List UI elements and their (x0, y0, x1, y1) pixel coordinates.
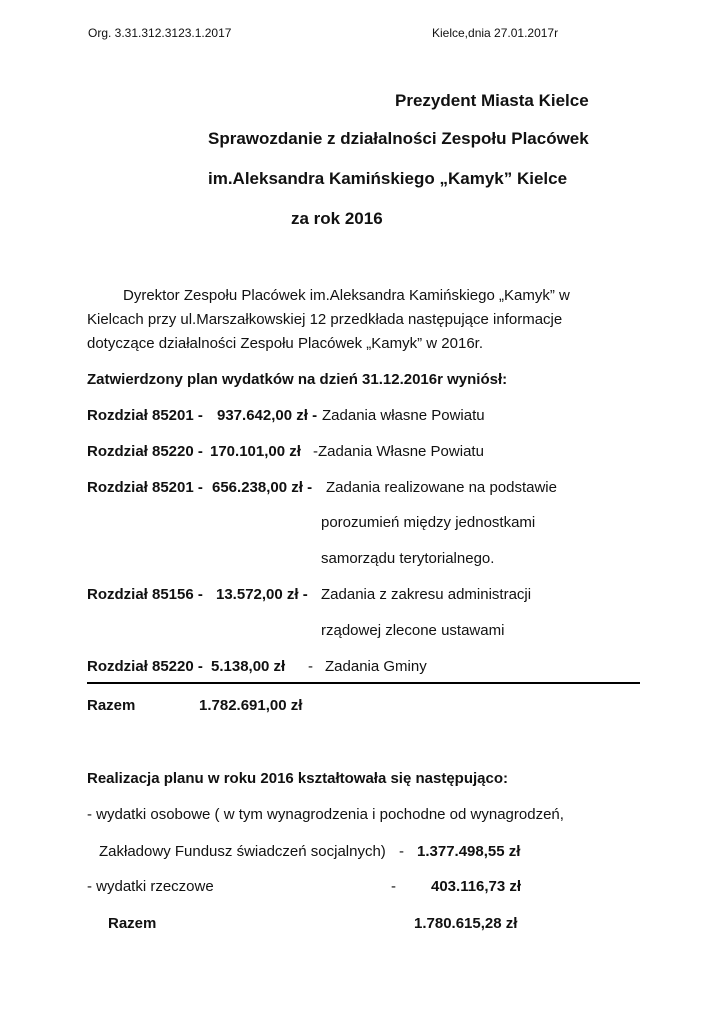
place-and-date: Kielce,dnia 27.01.2017r (432, 26, 559, 40)
realization-total-value: 1.780.615,28 zł (414, 915, 518, 932)
realization-item-material-row (87, 878, 525, 898)
plan-row-separator: - (308, 658, 313, 675)
plan-row-description: Zadania realizowane na podstawie (326, 479, 557, 496)
plan-heading: Zatwierdzony plan wydatków na dzień 31.12.2016r wyniósł: (87, 371, 508, 388)
plan-row-amount: 5.138,00 zł (211, 658, 286, 675)
realization-item-dash: - (399, 843, 404, 860)
plan-total-value: 1.782.691,00 zł (199, 697, 303, 714)
plan-row-description: Zadania Gminy (325, 658, 427, 675)
intro-line-3: dotyczące działalności Zespołu Placówek „Kamyk” w 2016r. (87, 335, 484, 352)
plan-row-description-cont: samorządu terytorialnego. (321, 550, 495, 567)
report-title-line-1: Sprawozdanie z działalności Zespołu Placówek (208, 129, 589, 148)
plan-row-amount: 656.238,00 zł - (212, 479, 313, 496)
addressee: Prezydent Miasta Kielce (395, 91, 589, 110)
plan-row-description: Zadania z zakresu administracji (321, 586, 532, 603)
realization-item-personnel-cont: Zakładowy Fundusz świadczeń socjalnych) (99, 843, 386, 860)
realization-personnel-value: 1.377.498,55 zł (417, 843, 521, 860)
plan-row-amount: 170.101,00 zł (210, 443, 301, 460)
plan-row-chapter: Rozdział 85201 - (87, 407, 203, 424)
report-title-line-3: za rok 2016 (291, 209, 383, 228)
document-reference: Org. 3.31.312.3123.1.2017 (88, 26, 232, 40)
plan-row-chapter: Rozdział 85156 - (87, 586, 203, 603)
plan-row-description: Zadania własne Powiatu (322, 407, 485, 424)
plan-row-amount: 13.572,00 zł - (216, 586, 308, 603)
realization-item-personnel: - wydatki osobowe ( w tym wynagrodzenia i pochodne od wynagrodzeń, (87, 806, 564, 823)
intro-line-1: Dyrektor Zespołu Placówek im.Aleksandra Kamińskiego „Kamyk” w (123, 287, 570, 304)
realization-item-dash: - (391, 878, 396, 895)
intro-line-2: Kielcach przy ul.Marszałkowskiej 12 przedkłada następujące informacje (87, 311, 563, 328)
plan-row-description-cont: porozumień między jednostkami (321, 514, 536, 531)
plan-row-amount: 937.642,00 zł - (217, 407, 318, 424)
realization-material-value: 403.116,73 zł (431, 878, 522, 895)
total-divider (87, 682, 640, 684)
plan-row-description: -Zadania Własne Powiatu (313, 443, 484, 460)
realization-heading: Realizacja planu w roku 2016 kształtowała się następująco: (87, 770, 508, 787)
plan-row-chapter: Rozdział 85201 - (87, 479, 203, 496)
plan-total-label: Razem (87, 697, 136, 714)
realization-item-material: - wydatki rzeczowe (87, 878, 214, 895)
plan-row-description-cont: rządowej zlecone ustawami (321, 622, 505, 639)
plan-row-chapter: Rozdział 85220 - (87, 658, 203, 675)
realization-total-label: Razem (108, 915, 157, 932)
report-title-line-2: im.Aleksandra Kamińskiego „Kamyk” Kielce (208, 169, 568, 188)
plan-row-chapter: Rozdział 85220 - (87, 443, 203, 460)
